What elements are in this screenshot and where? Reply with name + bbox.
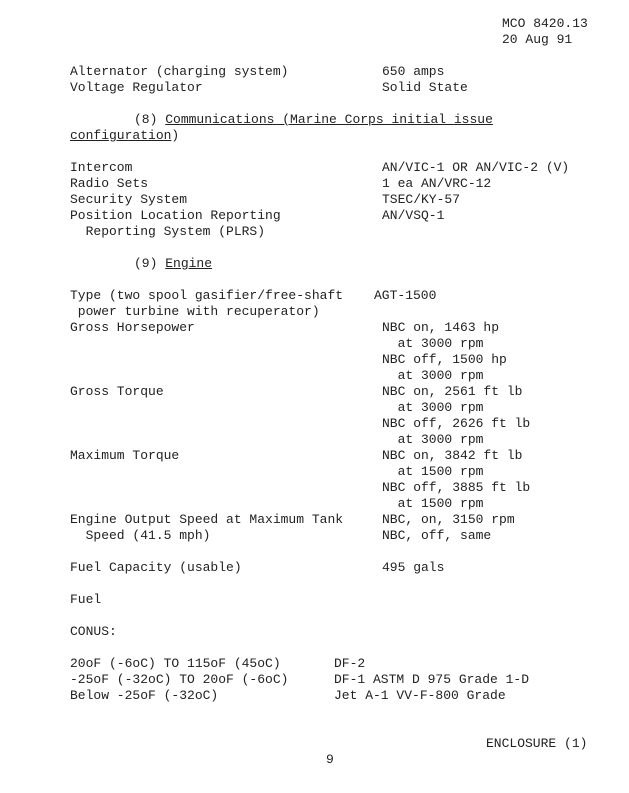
spec-value: NBC off, 2626 ft lb	[382, 416, 531, 431]
spec-label: Reporting System (PLRS)	[70, 224, 266, 239]
spec-value: at 3000 rpm	[382, 400, 484, 415]
spec-label: Gross Horsepower	[70, 320, 195, 335]
spec-value: 650 amps	[382, 64, 445, 79]
spec-label: Engine Output Speed at Maximum Tank	[70, 512, 344, 527]
section-heading-continuation	[70, 128, 179, 144]
spec-value: NBC, off, same	[382, 528, 492, 543]
spec-value: 1 ea AN/VRC-12	[382, 176, 492, 191]
fuel-temp-range: -25oF (-32oC) TO 20oF (-6oC)	[70, 672, 289, 687]
spec-value: TSEC/KY-57	[382, 192, 461, 207]
fuel-temp-range: 20oF (-6oC) TO 115oF (45oC)	[70, 656, 281, 671]
spec-value: NBC, on, 3150 rpm	[382, 512, 515, 527]
spec-label: Fuel Capacity (usable)	[70, 560, 242, 575]
enclosure-label: ENCLOSURE (1)	[486, 736, 588, 751]
fuel-grade: DF-1 ASTM D 975 Grade 1-D	[334, 672, 530, 687]
spec-label: Voltage Regulator	[70, 80, 203, 95]
fuel-temp-range: Below -25oF (-32oC)	[70, 688, 219, 703]
page-number: 9	[326, 752, 334, 767]
section-title: Communications (Marine Corps initial issue	[165, 112, 493, 127]
fuel-grade: Jet A-1 VV-F-800 Grade	[334, 688, 506, 703]
spec-value: AN/VIC-1 OR AN/VIC-2 (V)	[382, 160, 570, 175]
section-number: (9)	[134, 256, 158, 271]
spec-value: NBC off, 3885 ft lb	[382, 480, 531, 495]
spec-value: NBC on, 1463 hp	[382, 320, 500, 335]
spec-label: Intercom	[70, 160, 133, 175]
spec-label: Type (two spool gasifier/free-shaft	[70, 288, 344, 303]
spec-value: at 1500 rpm	[382, 464, 484, 479]
spec-value: Solid State	[382, 80, 468, 95]
spec-value: NBC off, 1500 hp	[382, 352, 507, 367]
fuel-label: Fuel	[70, 592, 102, 607]
section-title-continued: configuration	[70, 128, 172, 143]
conus-label: CONUS:	[70, 624, 117, 639]
section-number: (8)	[134, 112, 158, 127]
spec-value: AN/VSQ-1	[382, 208, 445, 223]
spec-value: AGT-1500	[374, 288, 437, 303]
spec-label: Alternator (charging system)	[70, 64, 289, 79]
section-heading-engine	[134, 256, 212, 272]
spec-value: at 3000 rpm	[382, 368, 484, 383]
spec-value: at 3000 rpm	[382, 432, 484, 447]
document-number: MCO 8420.13	[502, 16, 588, 31]
spec-label: Position Location Reporting	[70, 208, 281, 223]
spec-label: Speed (41.5 mph)	[70, 528, 211, 543]
spec-value: at 3000 rpm	[382, 336, 484, 351]
spec-label: power turbine with recuperator)	[70, 304, 320, 319]
spec-label: Radio Sets	[70, 176, 149, 191]
spec-value: NBC on, 2561 ft lb	[382, 384, 523, 399]
fuel-grade: DF-2	[334, 656, 366, 671]
spec-value: NBC on, 3842 ft lb	[382, 448, 523, 463]
section-heading-communications	[134, 112, 493, 128]
document-date: 20 Aug 91	[502, 32, 573, 47]
spec-value: 495 gals	[382, 560, 445, 575]
spec-value: at 1500 rpm	[382, 496, 484, 511]
section-title-close: )	[171, 128, 180, 143]
spec-label: Maximum Torque	[70, 448, 180, 463]
spec-label: Gross Torque	[70, 384, 164, 399]
spec-label: Security System	[70, 192, 188, 207]
section-title: Engine	[165, 256, 213, 271]
